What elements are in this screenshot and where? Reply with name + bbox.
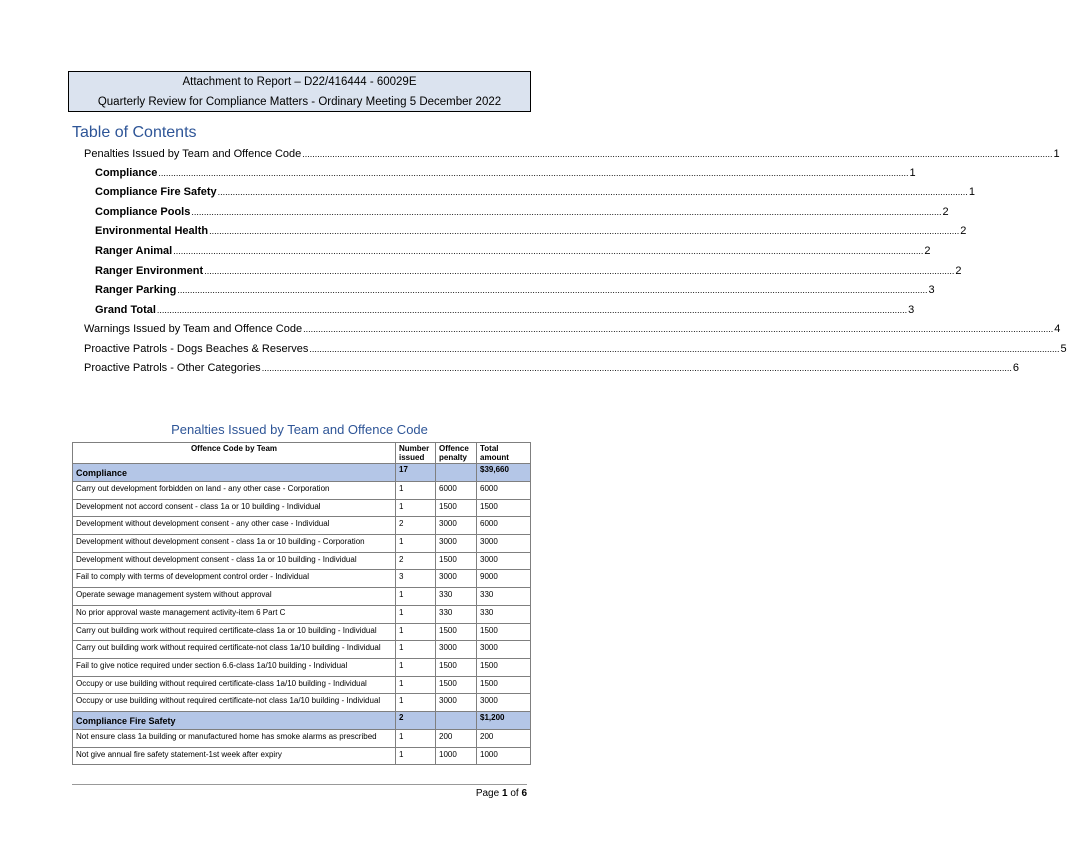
category-name: Compliance [73,464,396,482]
footer-page-number: 1 [501,788,508,799]
toc-entry[interactable] [95,242,931,260]
penalty-cell: 3000 [436,535,477,553]
issued-cell: 1 [396,694,436,712]
table-row [73,482,531,500]
category-issued: 2 [396,711,436,729]
toc-entry-page: 1 [909,167,916,179]
total-cell: 3000 [477,552,531,570]
issued-cell: 1 [396,676,436,694]
penalty-cell: 330 [436,605,477,623]
offence-cell: Carry out building work without required certificate-not class 1a/10 building - Individual [73,641,396,659]
table-row [73,658,531,676]
total-cell: 3000 [477,535,531,553]
penalty-cell: 1500 [436,499,477,517]
penalty-cell: 330 [436,588,477,606]
col-header-offence: Offence Code by Team [73,443,396,464]
toc-leader-dots: ............................................................................................................................................................................................................................................................................................................ [173,246,924,256]
toc-leader-dots: ............................................................................................................................................................................................................................................................................................................ [309,344,1060,354]
toc-heading: Table of Contents [72,124,197,141]
toc-entry-page: 3 [928,284,935,296]
toc-leader-dots: ............................................................................................................................................................................................................................................................................................................ [217,187,968,197]
toc-entry-page: 2 [960,225,967,237]
toc-entry-page: 4 [1054,323,1061,335]
toc-entry-page: 5 [1060,343,1067,355]
toc-leader-dots: ............................................................................................................................................................................................................................................................................................................ [209,226,960,236]
toc-entry[interactable] [84,340,1067,358]
total-cell: 1500 [477,676,531,694]
offence-cell: Development without development consent - class 1a or 10 building - Corporation [73,535,396,553]
offence-cell: Carry out development forbidden on land - any other case - Corporation [73,482,396,500]
penalty-cell: 3000 [436,694,477,712]
toc-entry[interactable] [84,359,1019,377]
table-row [73,535,531,553]
category-penalty [436,464,477,482]
toc-entry[interactable] [95,281,935,299]
table-row [73,570,531,588]
header-line-1: Attachment to Report – D22/416444 - 60029E [182,76,417,88]
issued-cell: 1 [396,658,436,676]
toc-entry-label: Ranger Parking [95,284,177,296]
issued-cell: 1 [396,747,436,765]
toc-entry-label: Ranger Animal [95,245,173,257]
penalties-table [72,442,531,765]
toc-entry-label: Compliance Pools [95,206,191,218]
toc-leader-dots: ............................................................................................................................................................................................................................................................................................................ [191,207,942,217]
toc-leader-dots: ............................................................................................................................................................................................................................................................................................................ [158,168,909,178]
offence-cell: Development without development consent - class 1a or 10 building - Individual [73,552,396,570]
penalty-cell: 3000 [436,641,477,659]
penalty-cell: 1500 [436,552,477,570]
toc-leader-dots: ............................................................................................................................................................................................................................................................................................................ [303,324,1054,334]
table-row [73,588,531,606]
total-cell: 3000 [477,694,531,712]
category-name: Compliance Fire Safety [73,711,396,729]
toc-entry-page: 1 [968,186,975,198]
total-cell: 330 [477,588,531,606]
total-cell: 1500 [477,499,531,517]
issued-cell: 3 [396,570,436,588]
toc-entry-label: Proactive Patrols - Dogs Beaches & Reserves [84,343,309,355]
total-cell: 330 [477,605,531,623]
penalty-cell: 1500 [436,676,477,694]
issued-cell: 1 [396,623,436,641]
table-row [73,641,531,659]
penalty-cell: 6000 [436,482,477,500]
penalty-cell: 1000 [436,747,477,765]
category-row [73,464,531,482]
toc-entry[interactable] [95,183,975,201]
category-penalty [436,711,477,729]
footer-total-pages: 6 [521,788,527,799]
penalty-cell: 3000 [436,517,477,535]
table-row [73,694,531,712]
toc-leader-dots: ............................................................................................................................................................................................................................................................................................................ [302,149,1053,159]
col-header-issued: Number issued [396,443,436,464]
offence-cell: Not give annual fire safety statement-1st week after expiry [73,747,396,765]
offence-cell: Fail to comply with terms of development control order - Individual [73,570,396,588]
offence-cell: Not ensure class 1a building or manufactured home has smoke alarms as prescribed [73,729,396,747]
toc-leader-dots: ............................................................................................................................................................................................................................................................................................................ [261,363,1012,373]
toc-entry-page: 2 [942,206,949,218]
table-row [73,747,531,765]
toc-entry[interactable] [84,320,1061,338]
table-row [73,676,531,694]
toc-leader-dots: ............................................................................................................................................................................................................................................................................................................ [204,266,955,276]
offence-cell: Operate sewage management system without approval [73,588,396,606]
toc-entry-page: 2 [924,245,931,257]
toc-entry-label: Warnings Issued by Team and Offence Code [84,323,303,335]
toc-entry-page: 1 [1053,148,1060,160]
penalties-table-body [73,464,531,765]
total-cell: 1500 [477,658,531,676]
toc-entry-page: 3 [908,304,915,316]
total-cell: 1500 [477,623,531,641]
total-cell: 200 [477,729,531,747]
issued-cell: 2 [396,517,436,535]
penalty-cell: 1500 [436,623,477,641]
penalty-cell: 1500 [436,658,477,676]
total-cell: 9000 [477,570,531,588]
table-row [73,623,531,641]
toc-leader-dots: ............................................................................................................................................................................................................................................................................................................ [177,285,928,295]
col-header-total: Total amount [477,443,531,464]
toc-entry-label: Environmental Health [95,225,209,237]
col-header-penalty: Offence penalty [436,443,477,464]
total-cell: 6000 [477,517,531,535]
table-row [73,552,531,570]
toc-entry[interactable] [95,301,915,319]
issued-cell: 1 [396,588,436,606]
toc-entry-label: Compliance [95,167,158,179]
category-issued: 17 [396,464,436,482]
toc-entry-label: Penalties Issued by Team and Offence Code [84,148,302,160]
issued-cell: 1 [396,482,436,500]
offence-cell: Occupy or use building without required certificate-class 1a/10 building - Individual [73,676,396,694]
offence-cell: Fail to give notice required under section 6.6-class 1a/10 building - Individual [73,658,396,676]
offence-cell: Occupy or use building without required certificate-not class 1a/10 building - Individual [73,694,396,712]
offence-cell: Development not accord consent - class 1a or 10 building - Individual [73,499,396,517]
toc-leader-dots: ............................................................................................................................................................................................................................................................................................................ [156,305,908,315]
table-title: Penalties Issued by Team and Offence Code [171,422,428,437]
toc-entry-label: Grand Total [95,304,156,316]
offence-cell: Carry out building work without required certificate-class 1a or 10 building - Individual [73,623,396,641]
issued-cell: 1 [396,499,436,517]
footer-divider [72,784,527,785]
page-footer [476,788,527,799]
issued-cell: 1 [396,729,436,747]
footer-of-word: of [510,788,519,799]
offence-cell: Development without development consent - any other case - Individual [73,517,396,535]
toc-entry-page: 2 [955,265,962,277]
table-row [73,605,531,623]
report-header [68,71,531,112]
penalty-cell: 3000 [436,570,477,588]
toc-entry[interactable] [95,164,916,182]
total-cell: 3000 [477,641,531,659]
table-row [73,729,531,747]
issued-cell: 1 [396,641,436,659]
category-row [73,711,531,729]
toc-entry-page: 6 [1012,362,1019,374]
total-cell: 1000 [477,747,531,765]
header-line-2: Quarterly Review for Compliance Matters - Ordinary Meeting 5 December 2022 [97,96,502,108]
toc-entry-label: Ranger Environment [95,265,204,277]
issued-cell: 1 [396,535,436,553]
total-cell: 6000 [477,482,531,500]
toc-entry-label: Proactive Patrols - Other Categories [84,362,261,374]
toc-entry[interactable] [84,145,1060,163]
toc-entry[interactable] [95,262,962,280]
table-row [73,499,531,517]
toc-entry[interactable] [95,203,949,221]
category-total: $1,200 [477,711,531,729]
table-row [73,517,531,535]
offence-cell: No prior approval waste management activity-item 6 Part C [73,605,396,623]
toc-entry[interactable] [95,222,967,240]
toc-entry-label: Compliance Fire Safety [95,186,217,198]
category-total: $39,660 [477,464,531,482]
issued-cell: 1 [396,605,436,623]
penalty-cell: 200 [436,729,477,747]
issued-cell: 2 [396,552,436,570]
footer-page-word: Page [475,788,500,799]
